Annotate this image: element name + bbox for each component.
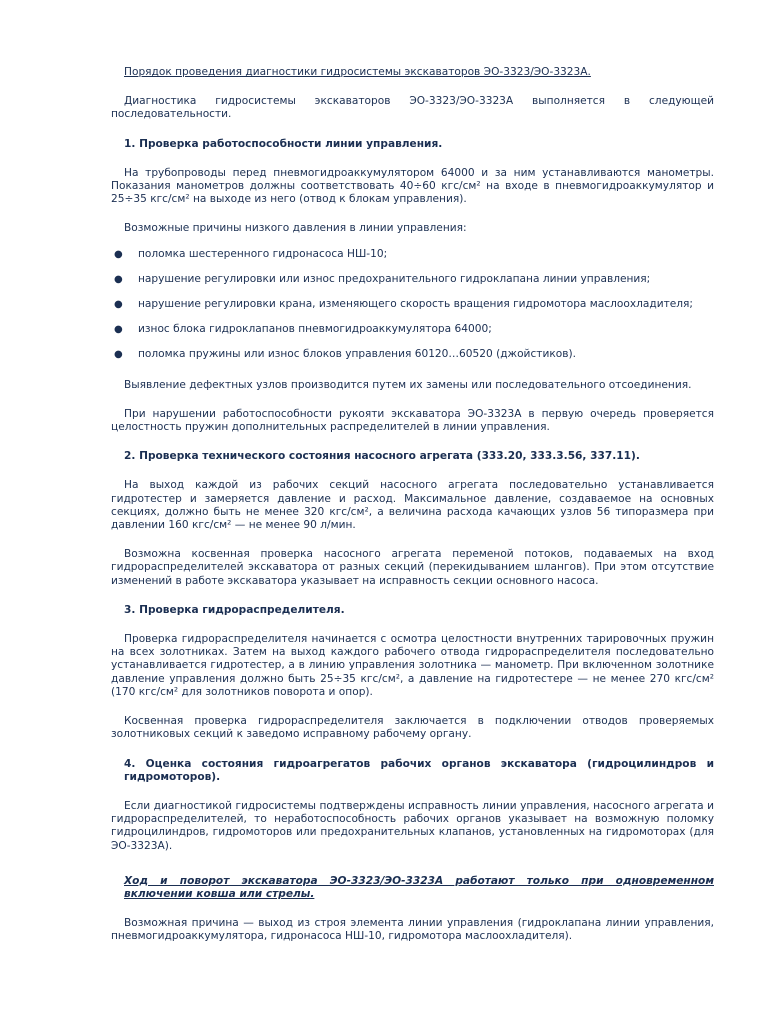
section-2-heading: 2. Проверка технического состояния насосного агрегата (333.20, 333.3.56, 337.11).	[124, 450, 640, 463]
section-2-paragraph-2: Возможна косвенная проверка насосного агрегата переменой потоков, подаваемых на вход гидрораспределителей экскаватора от разных секций (перекидыванием шлангов). При этом отсутствие изменений в работе экскаватора указывает на исправность секции основного насоса.	[111, 548, 714, 587]
section-2-paragraph-1: На выход каждой из рабочих секций насосного агрегата последовательно устанавливается гидротестер и замеряется давление и расход. Максимальное давление, создаваемое на основных секциях, должно быть не менее 320 кгс/см², а величина расхода качающих узлов 56 типоразмера при давлении 160 кгс/см² — не менее 90 л/мин.	[111, 479, 714, 532]
section-1-paragraph-1: На трубопроводы перед пневмогидроаккумулятором 64000 и за ним устанавливаются манометры. Показания манометров должны соответствовать 40÷60 кгс/см² на входе в пневмогидроаккумулятор и 25÷35 кгс/см² на выходе из него (отвод к блокам управления).	[111, 166, 714, 206]
section-4-heading: 4. Оценка состояния гидроагрегатов рабочих органов экскаватора (гидроцилиндров и гидромоторов).	[124, 757, 714, 783]
section-5-paragraph-1: Возможная причина — выход из строя элемента линии управления (гидроклапана линии управления, пневмогидроаккумулятора, гидронасоса НШ-10, гидромотора маслоохладителя).	[111, 917, 714, 943]
bullet-icon: ●	[114, 248, 123, 260]
document-title: Порядок проведения диагностики гидросистемы экскаваторов ЭО-3323/ЭО-3323А.	[124, 66, 591, 78]
section-1-paragraph-2: Выявление дефектных узлов производится путем их замены или последовательного отсоединения.	[124, 378, 692, 391]
intro-paragraph: Диагностика гидросистемы экскаваторов ЭО-3323/ЭО-3323А выполняется в следующей последовательности.	[111, 95, 714, 121]
bullet-icon: ●	[114, 324, 123, 336]
list-item: ● нарушение регулировки крана, изменяющего скорость вращения гидромотора маслоохладителя;	[114, 298, 693, 311]
section-1-paragraph-3: При нарушении работоспособности рукояти экскаватора ЭО-3323А в первую очередь проверяется целостность пружин дополнительных распределителей в линии управления.	[111, 407, 714, 434]
causes-list	[111, 248, 714, 362]
bullet-icon: ●	[114, 273, 123, 285]
section-3-heading: 3. Проверка гидрораспределителя.	[124, 603, 345, 616]
list-item: ● нарушение регулировки или износ предохранительного гидроклапана линии управления;	[114, 272, 651, 285]
list-item: ● износ блока гидроклапанов пневмогидроаккумулятора 64000;	[114, 323, 492, 336]
list-item: ● поломка пружины или износ блоков управления 60120…60520 (джойстиков).	[114, 348, 576, 361]
section-4-paragraph-1: Если диагностикой гидросистемы подтверждены исправность линии управления, насосного агрегата и гидрораспределителей, то неработоспособность рабочих органов указывает на возможную поломку гидроцилиндров, гидромоторов или предохранительных клапанов, установленных на гидромоторах (для ЭО-3323А).	[111, 799, 714, 852]
section-3-paragraph-2: Косвенная проверка гидрораспределителя заключается в подключении отводов проверяемых золотниковых секций к заведомо исправному рабочему органу.	[111, 715, 714, 741]
causes-intro: Возможные причины низкого давления в линии управления:	[124, 222, 467, 235]
bullet-icon: ●	[114, 299, 123, 311]
section-3-paragraph-1: Проверка гидрораспределителя начинается с осмотра целостности внутренних тарировочных пружин на всех золотниках. Затем на выход каждого рабочего отвода гидрораспределителя последовательно устанавливается гидротестер, а в линию управления золотника — манометр. При включенном золотнике давление управления должно быть 25÷35 кгс/см², а давление на гидротестере — не менее 270 кгс/см² (170 кгс/см² для золотников поворота и опор).	[111, 633, 714, 698]
list-item: ● поломка шестеренного гидронасоса НШ-10;	[114, 247, 388, 260]
section-5-heading: Ход и поворот экскаватора ЭО-3323/ЭО-3323А работают только при одновременном включении ковша или стрелы.	[124, 874, 714, 900]
section-1-heading: 1. Проверка работоспособности линии управления.	[124, 137, 443, 150]
bullet-icon: ●	[114, 349, 123, 361]
